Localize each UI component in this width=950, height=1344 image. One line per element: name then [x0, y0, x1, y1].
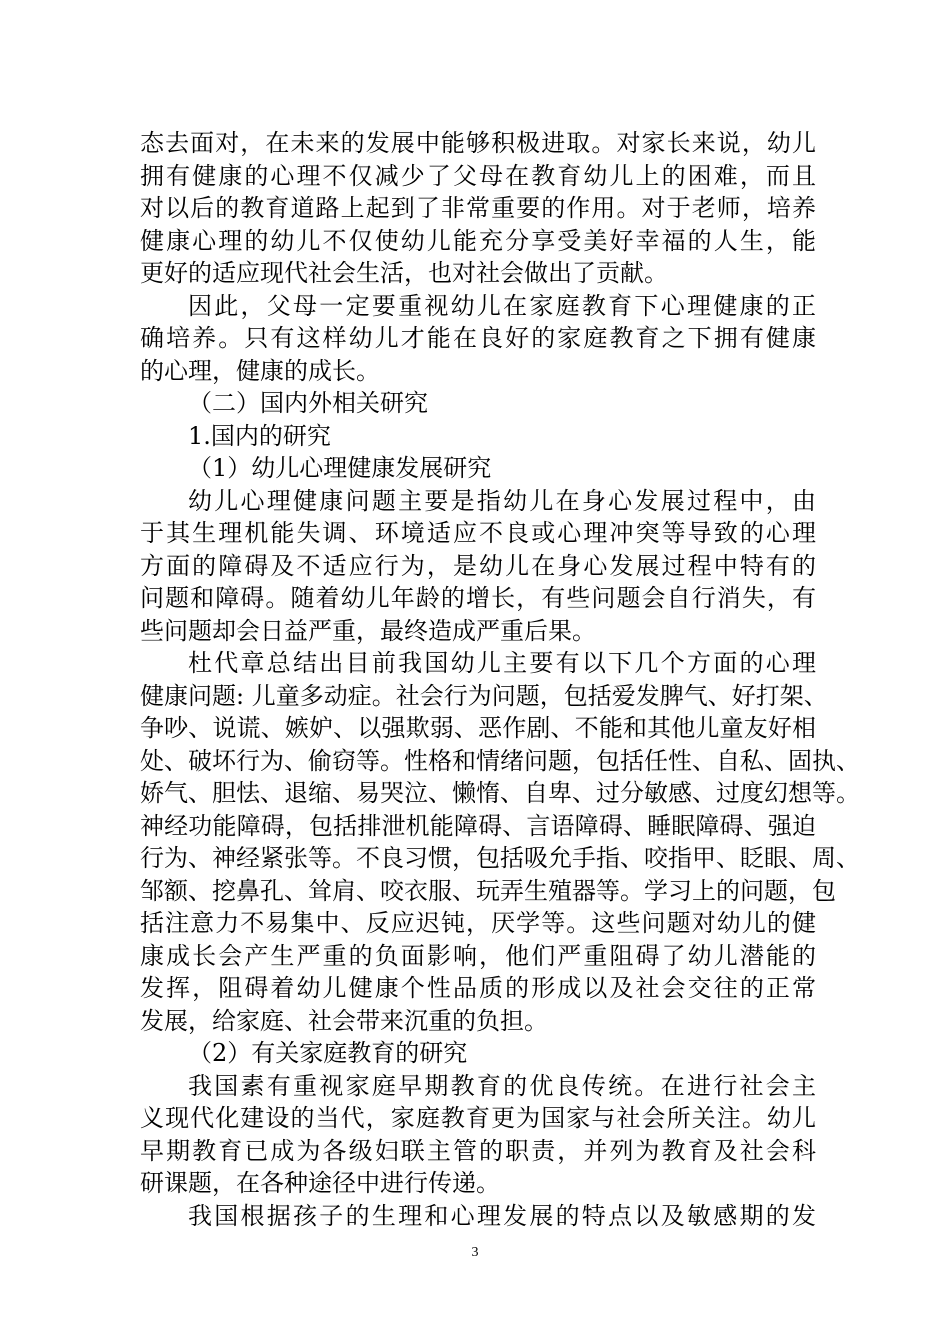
text-line: 因此，父母一定要重视幼儿在家庭教育下心理健康的正 [188, 291, 816, 320]
text-line: 幼儿心理健康问题主要是指幼儿在身心发展过程中，由 [188, 486, 816, 515]
text-line: 些问题却会日益严重，最终造成严重后果。 [140, 616, 596, 645]
page-number: 3 [471, 1245, 479, 1260]
text-line: 健康心理的幼儿不仅使幼儿能充分享受美好幸福的人生，能 [140, 226, 816, 255]
text-line: 争吵、说谎、嫉妒、以强欺弱、恶作剧、不能和其他儿童友好相 [140, 714, 816, 742]
text-line: 杜代章总结出目前我国幼儿主要有以下几个方面的心理 [188, 649, 816, 677]
text-line: 我国根据孩子的生理和心理发展的特点以及敏感期的发 [188, 1201, 816, 1230]
text-line: 的心理，健康的成长。 [140, 356, 380, 385]
subsection-heading: （2）有关家庭教育的研究 [188, 1039, 468, 1067]
text-line: 态去面对，在未来的发展中能够积极进取。对家长来说，幼儿 [140, 129, 816, 157]
text-line: 拥有健康的心理不仅减少了父母在教育幼儿上的困难，而且 [140, 161, 816, 190]
text-line: 行为、神经紧张等。不良习惯，包括吸允手指、咬指甲、眨眼、周、 [140, 844, 860, 872]
text-line: 处、破坏行为、偷窃等。性格和情绪问题，包括任性、自私、固执、 [140, 746, 860, 775]
text-line: 健康问题: 儿童多动症。社会行为问题，包括爱发脾气、好打架、 [140, 681, 828, 710]
text-line: 确培养。只有这样幼儿才能在良好的家庭教育之下拥有健康 [140, 324, 816, 352]
text-line: 括注意力不易集中、反应迟钝，厌学等。这些问题对幼儿的健 [140, 909, 816, 937]
section-heading: （二）国内外相关研究 [188, 389, 428, 417]
text-line: 早期教育已成为各级妇联主管的职责，并列为教育及社会科 [140, 1136, 816, 1165]
text-line: 娇气、胆怯、退缩、易哭泣、懒惰、自卑、过分敏感、过度幻想等。 [140, 779, 860, 807]
text-line: 神经功能障碍，包括排泄机能障碍、言语障碍、睡眠障碍、强迫 [140, 811, 816, 840]
text-line: 于其生理机能失调、环境适应不良或心理冲突等导致的心理 [140, 519, 816, 547]
text-line: 康成长会产生严重的负面影响，他们严重阻碍了幼儿潜能的 [140, 941, 816, 970]
text-line: 发展，给家庭、社会带来沉重的负担。 [140, 1006, 548, 1035]
text-line: 对以后的教育道路上起到了非常重要的作用。对于老师，培养 [140, 194, 816, 222]
text-line: 发挥，阻碍着幼儿健康个性品质的形成以及社会交往的正常 [140, 974, 816, 1002]
text-line: 研课题，在各种途径中进行传递。 [140, 1169, 500, 1197]
text-line: 更好的适应现代社会生活，也对社会做出了贡献。 [140, 259, 668, 287]
text-line: 义现代化建设的当代，家庭教育更为国家与社会所关注。幼儿 [140, 1104, 816, 1132]
text-line: 方面的障碍及不适应行为，是幼儿在身心发展过程中特有的 [140, 551, 816, 580]
text-line: 我国素有重视家庭早期教育的优良传统。在进行社会主 [188, 1071, 816, 1100]
text-line: 问题和障碍。随着幼儿年龄的增长，有些问题会自行消失，有 [140, 584, 816, 612]
subsection-heading: 1.国内的研究 [188, 421, 331, 450]
subsection-heading: （1）幼儿心理健康发展研究 [188, 454, 492, 482]
body-text [140, 127, 860, 1232]
text-line: 邹额、挖鼻孔、耸肩、咬衣服、玩弄生殖器等。学习上的问题，包 [140, 876, 836, 905]
